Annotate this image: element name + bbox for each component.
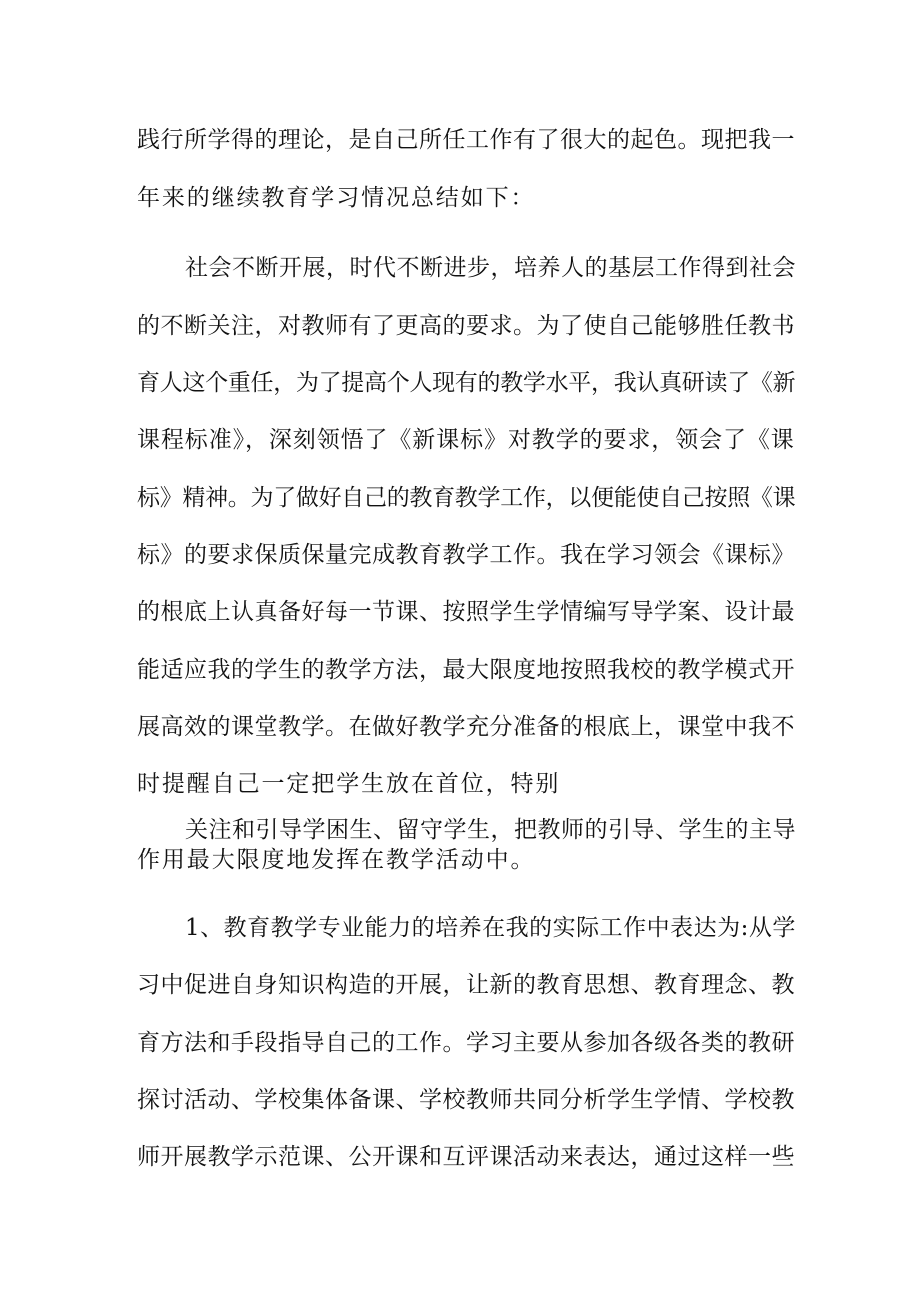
- text-line: 师开展教学示范课、公开课和互评课活动来表达，通过这样一些: [137, 1144, 795, 1170]
- text-line: 践行所学得的理论，是自己所任工作有了很大的起色。现把我一: [137, 127, 795, 153]
- text-line: 的根底上认真备好每一节课、按照学生学情编写导学案、设计最: [137, 599, 795, 625]
- text-line: 关注和引导学困生、留守学生，把教师的引导、学生的主导: [185, 817, 796, 843]
- text-line: 1、教育教学专业能力的培养在我的实际工作中表达为:从学: [185, 915, 796, 941]
- text-line: 育人这个重任，为了提高个人现有的教学水平，我认真研读了《新: [137, 370, 796, 396]
- text-line: 年来的继续教育学习情况总结如下：: [137, 185, 536, 211]
- text-line: 标》的要求保质保量完成教育教学工作。我在学习领会《课标》: [137, 542, 795, 568]
- text-line: 习中促进自身知识构造的开展，让新的教育思想、教育理念、教: [137, 972, 795, 998]
- text-line: 探讨活动、学校集体备课、学校教师共同分析学生学情、学校教: [137, 1087, 795, 1113]
- text-line: 标》精神。为了做好自己的教育教学工作，以便能使自己按照《课: [137, 485, 796, 511]
- text-line: 育方法和手段指导自己的工作。学习主要从参加各级各类的教研: [137, 1030, 795, 1056]
- text-line: 的不断关注，对教师有了更高的要求。为了使自己能够胜任教书: [137, 313, 795, 339]
- text-line: 展高效的课堂教学。在做好教学充分准备的根底上，课堂中我不: [137, 714, 795, 740]
- text-line: 社会不断开展，时代不断进步，培养人的基层工作得到社会: [185, 255, 796, 281]
- text-line: 能适应我的学生的教学方法，最大限度地按照我校的教学模式开: [137, 657, 795, 683]
- text-line: 课程标准》，深刻领悟了《新课标》对教学的要求，领会了《课: [137, 427, 795, 453]
- text-line: 作用最大限度地发挥在教学活动中。: [137, 847, 536, 873]
- text-line: 时提醒自己一定把学生放在首位，特别: [137, 771, 561, 797]
